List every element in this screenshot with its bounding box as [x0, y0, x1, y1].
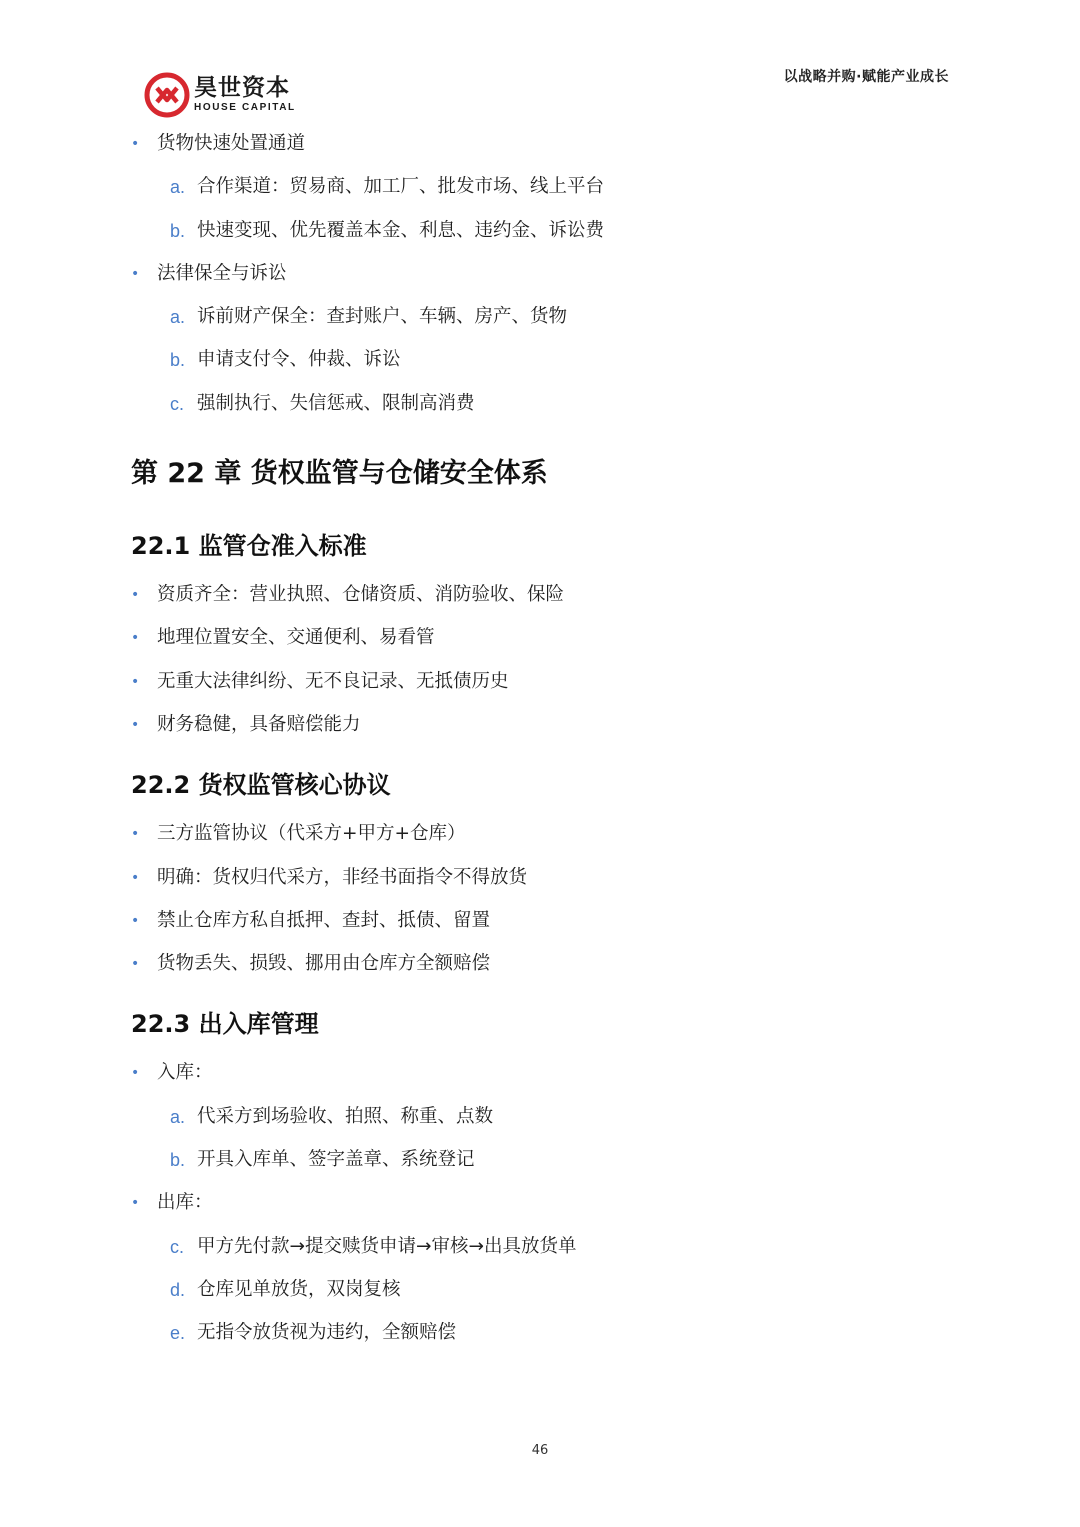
list-item-text: 无重大法律纠纷、无不良记录、无抵债历史 [157, 670, 509, 692]
page-content [131, 128, 951, 1361]
sub-item-marker: d. [170, 1279, 186, 1300]
bullet-icon: • [131, 587, 140, 604]
logo-chinese-name: 昊世资本 [194, 75, 290, 101]
bullet-icon: • [131, 136, 140, 152]
list-item [131, 258, 951, 301]
sub-list-item [131, 388, 951, 431]
sub-item-text: 快速变现、优先覆盖本金、利息、违约金、诉讼费 [197, 219, 605, 241]
bullet-icon: • [131, 1065, 140, 1082]
sub-item-text: 合作渠道：贸易商、加工厂、批发市场、线上平台 [197, 176, 605, 198]
list-item [131, 622, 951, 665]
list-item [131, 862, 951, 905]
sub-item-marker: b. [170, 1150, 186, 1171]
bullet-icon: • [131, 265, 140, 282]
bullet-icon: • [131, 956, 140, 973]
sub-item-marker: a. [170, 1106, 186, 1127]
sub-list-item [131, 1274, 951, 1317]
section-title: 22.2 货权监管核心协议 [131, 771, 391, 800]
list-item [131, 666, 951, 709]
sub-list-item [131, 344, 951, 387]
sub-item-text: 强制执行、失信惩戒、限制高消费 [197, 392, 475, 414]
sub-item-text: 开具入库单、签字盖章、系统登记 [197, 1149, 475, 1171]
list-item-text: 禁止仓库方私自抵押、查封、抵债、留置 [157, 909, 491, 931]
sub-list-item [131, 1317, 951, 1360]
sub-item-marker: b. [170, 350, 186, 371]
list-item [131, 948, 951, 991]
list-item [131, 818, 951, 861]
sub-item-text: 仓库见单放货，双岗复核 [197, 1278, 401, 1300]
list-item [131, 905, 951, 948]
sub-item-text: 无指令放货视为违约，全额赔偿 [197, 1322, 457, 1344]
list-item-text: 出库： [157, 1192, 213, 1214]
list-item [131, 1187, 951, 1230]
sub-list-item [131, 171, 951, 214]
sub-item-marker: c. [170, 1236, 185, 1257]
bullet-icon: • [131, 630, 140, 647]
chapter-title: 第 22 章 货权监管与仓储安全体系 [131, 458, 548, 490]
list-item-text: 地理位置安全、交通便利、易看管 [157, 627, 435, 649]
sub-item-marker: c. [170, 393, 185, 414]
sub-list-item [131, 1231, 951, 1274]
list-item-text: 入库： [157, 1062, 213, 1084]
list-item [131, 709, 951, 752]
sub-list-item [131, 215, 951, 258]
sub-list-item [131, 1144, 951, 1187]
list-item-text: 货物丢失、损毁、挪用由仓库方全额赔偿 [157, 953, 491, 975]
section-title: 22.1 监管仓准入标准 [131, 532, 367, 561]
bullet-icon: • [131, 673, 140, 690]
list-item [131, 1057, 951, 1100]
bullet-icon: • [131, 869, 140, 886]
list-item-text: 资质齐全：营业执照、仓储资质、消防验收、保险 [157, 584, 565, 606]
list-item-text: 财务稳健，具备赔偿能力 [157, 713, 361, 735]
list-item [131, 579, 951, 622]
bullet-icon: • [131, 716, 140, 733]
list-item-text: 三方监管协议（代采方+甲方+仓库） [157, 823, 466, 845]
sub-item-text: 代采方到场验收、拍照、称重、点数 [197, 1105, 494, 1127]
bullet-icon: • [131, 1195, 140, 1212]
list-item-text: 法律保全与诉讼 [157, 262, 287, 284]
sub-item-marker: a. [170, 177, 186, 198]
company-logo [144, 72, 296, 118]
bullet-icon: • [131, 826, 140, 843]
page-number: 46 [531, 1443, 549, 1458]
list-item [131, 128, 951, 171]
sub-item-text: 申请支付令、仲裁、诉讼 [197, 349, 401, 371]
list-item-text: 货物快速处置通道 [157, 133, 306, 154]
house-capital-logo-icon [144, 72, 190, 118]
sub-item-marker: a. [170, 307, 186, 328]
header-slogan: 以战略并购·赋能产业成长 [783, 69, 949, 85]
sub-list-item [131, 301, 951, 344]
list-item-text: 明确：货权归代采方，非经书面指令不得放货 [157, 866, 528, 888]
sub-item-marker: e. [170, 1323, 186, 1344]
sub-list-item [131, 1101, 951, 1144]
section-title: 22.3 出入库管理 [131, 1010, 319, 1039]
bullet-icon: • [131, 912, 140, 929]
sub-item-text: 甲方先付款→提交赎货申请→审核→出具放货单 [197, 1235, 577, 1257]
logo-english-name: HOUSE CAPITAL [194, 102, 296, 113]
sub-item-marker: b. [170, 220, 186, 241]
sub-item-text: 诉前财产保全：查封账户、车辆、房产、货物 [197, 306, 568, 328]
